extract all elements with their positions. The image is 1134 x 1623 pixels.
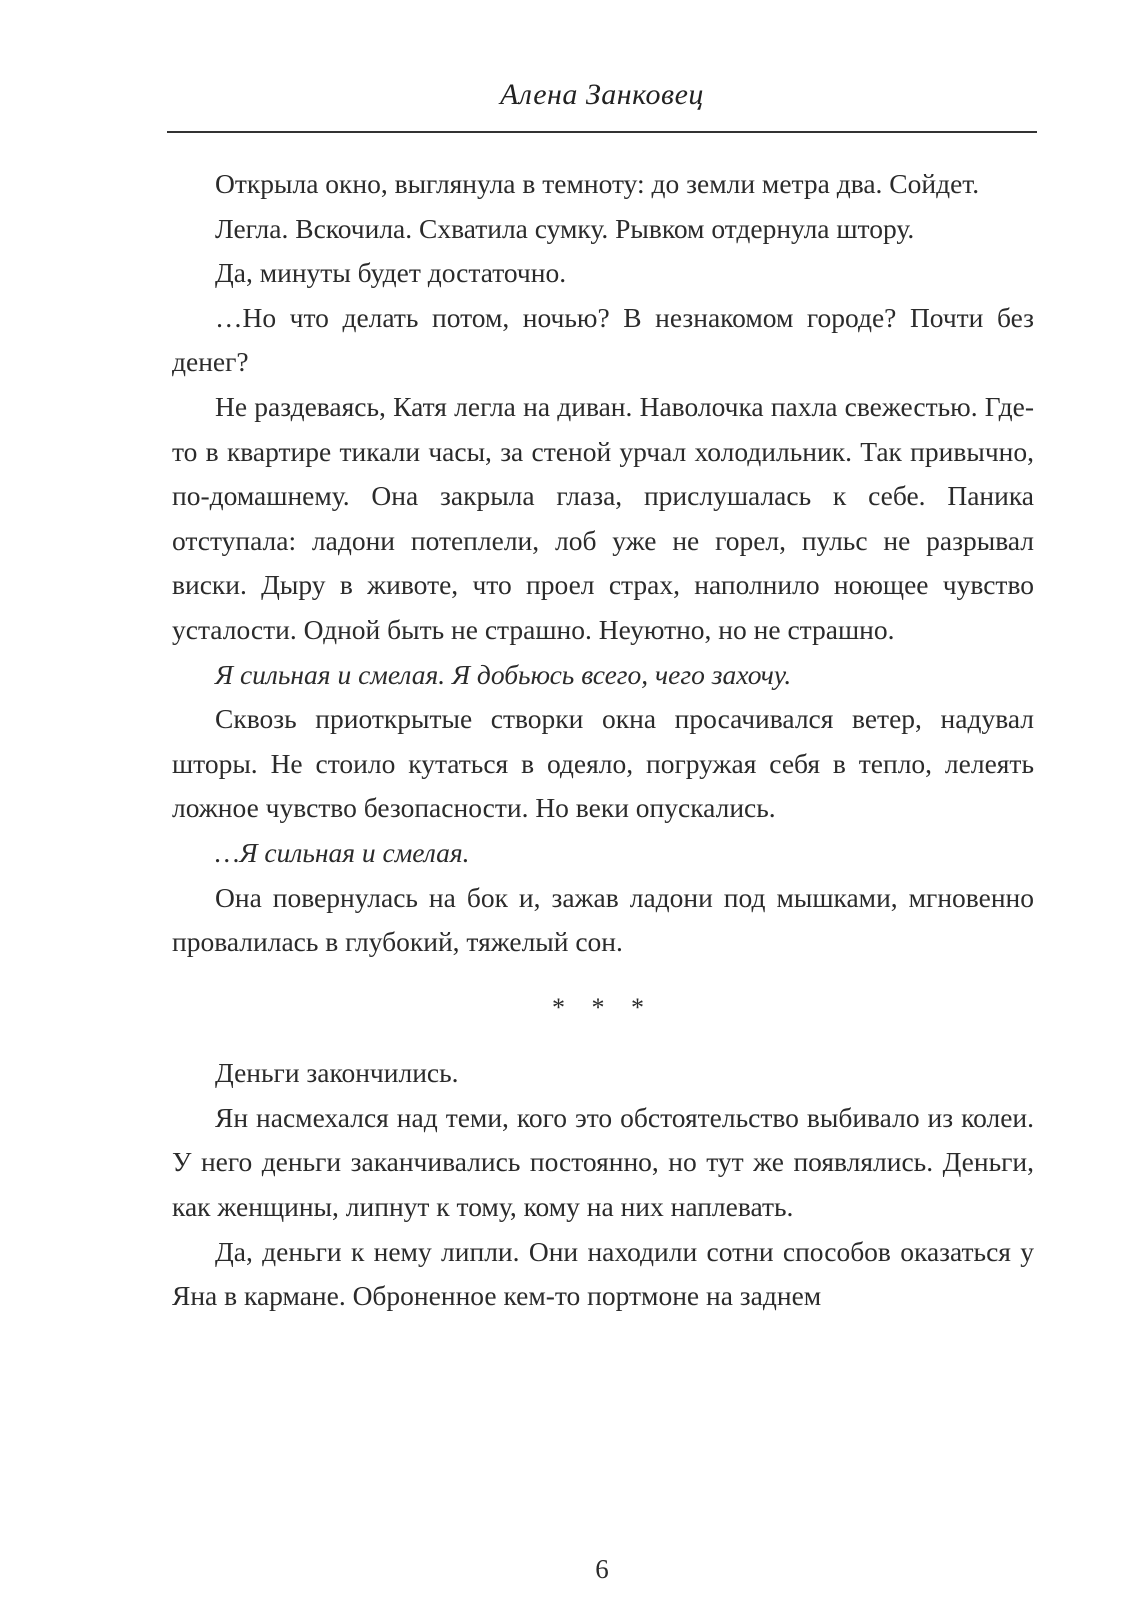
paragraph: Ян насмехался над теми, кого это обстоятельство выбивало из колеи. У него деньги заканчивались постоянно, но тут же появлялись. Деньги, как женщины, липнут к тому, кому на них наплевать. [172, 1101, 1034, 1223]
header-rule [167, 131, 1037, 133]
paragraph: Она повернулась на бок и, зажав ладони под мышками, мгновенно провалилась в глубокий, тяжелый сон. [172, 881, 1034, 958]
section-separator: * * * [552, 992, 654, 1022]
paragraph: Да, минуты будет достаточно. [215, 257, 567, 289]
italic-paragraph: Я сильная и смелая. Я добьюсь всего, чего захочу. [215, 658, 792, 690]
paragraph: Сквозь приоткрытые створки окна просачивался ветер, надувал шторы. Не стоило кутаться в одеяло, погружая себя в тепло, лелеять ложное чувство безопасности. Но веки опускались. [172, 703, 1034, 824]
paragraph: Деньги закончились. [215, 1057, 459, 1089]
body-text [172, 162, 1034, 1319]
paragraph: Не раздеваясь, Катя легла на диван. Наволочка пахла свежестью. Где-то в квартире тикали часы, за стеной урчал холодильник. Так привычно, по-домашнему. Она закрыла глаза, прислушалась к себе. Паника отступала: ладони потеплели, лоб уже не горел, пульс не разрывал виски. Дыру в животе, что проел страх, наполнило ноющее чувство усталости. Одной быть не страшно. Неуютно, но не страшно. [172, 390, 1034, 645]
paragraph: Да, деньги к нему липли. Они находили сотни способов оказаться у Яна в кармане. Оброненное кем-то портмоне на заднем [172, 1235, 1034, 1312]
paragraph: Легла. Вскочила. Схватила сумку. Рывком отдернула штору. [215, 212, 915, 244]
italic-paragraph: …Я сильная и смелая. [215, 836, 470, 868]
paragraph: …Но что делать потом, ночью? В незнакомом городе? Почти без денег? [172, 301, 1034, 378]
author-name: Алена Занковец [500, 78, 704, 111]
page-number: 6 [595, 1554, 609, 1584]
paragraph: Открыла окно, выглянула в темноту: до земли метра два. Сойдет. [215, 168, 980, 199]
running-header [167, 78, 1037, 112]
